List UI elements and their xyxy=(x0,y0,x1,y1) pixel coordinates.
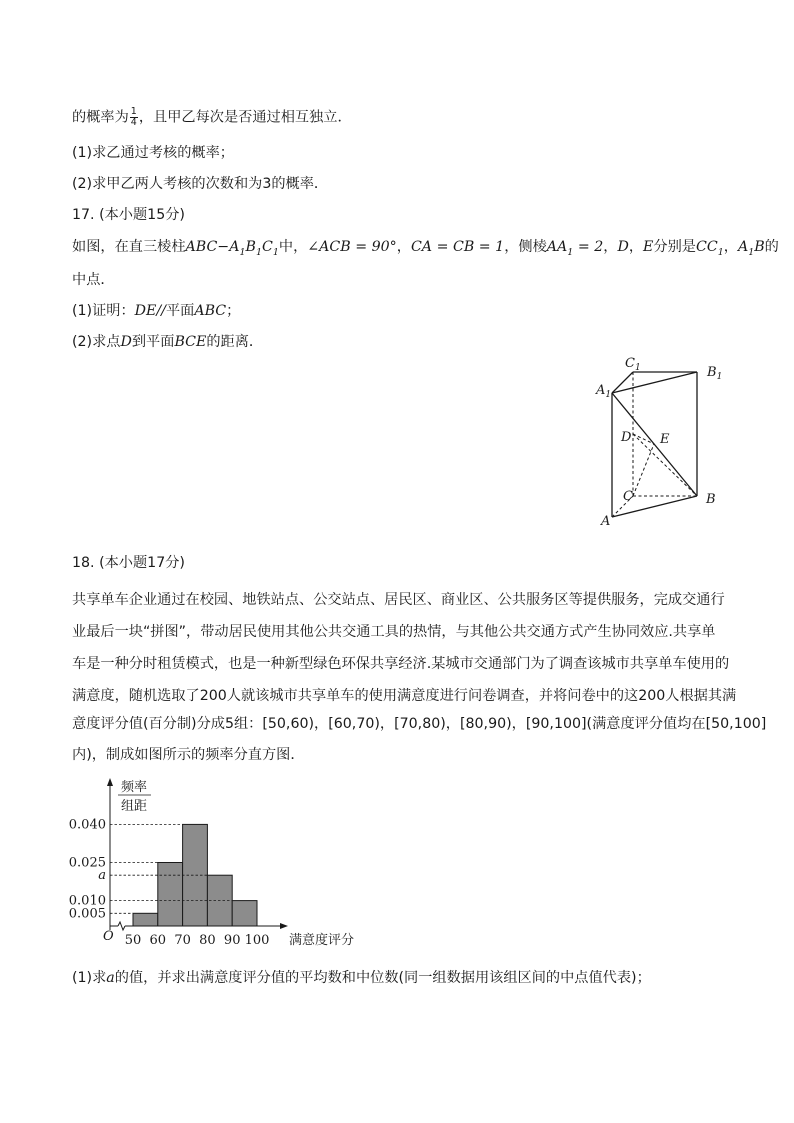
x-tick-label-100: 100 xyxy=(244,933,270,948)
q17-stem-b: 中， xyxy=(278,239,308,255)
q17-sub-aa1: 1 xyxy=(567,246,574,258)
q18-part1-text: 的值，并求出满意度评分值的平均数和中位数(同一组数据用该组区间的中点值代表)； xyxy=(114,970,651,986)
y-axis-label-numerator: 频率 xyxy=(120,780,148,795)
q17-part1-label: (1)证明： xyxy=(72,303,135,319)
q17-prism-name xyxy=(185,239,279,258)
x-axis-label: 满意度评分 xyxy=(289,933,355,948)
q17-part2-label: (2)求点 xyxy=(72,334,121,350)
histogram-bar-60-70 xyxy=(158,863,183,927)
q16-prefix: 的概率为 xyxy=(72,109,129,126)
q18-line-1: 共享单车企业通过在校园、地铁站点、公交站点、居民区、商业区、公共服务区等提供服务，完成交通行 xyxy=(72,592,725,608)
q17-part1-end: ； xyxy=(226,303,241,319)
q17-sub-a1: 1 xyxy=(239,246,246,258)
q17-part2 xyxy=(72,332,263,352)
q17-stem-c: ，侧棱 xyxy=(504,239,547,255)
q17-sep3: ， xyxy=(628,239,644,255)
x-tick-label-80: 80 xyxy=(199,933,216,948)
q17-sub-a1b: 1 xyxy=(748,246,755,258)
q17-part2-bce: BCE xyxy=(174,334,207,350)
q17-stem-line2: 中点． xyxy=(72,272,115,288)
q17-sep2: ， xyxy=(603,239,618,255)
x-tick-label-50: 50 xyxy=(124,933,142,948)
edge-de-hidden xyxy=(633,434,654,444)
x-tick-label-60: 60 xyxy=(149,933,167,948)
q17-aa-eq: = 2 xyxy=(573,239,604,255)
q17-part2-end: 的距离． xyxy=(206,334,264,350)
y-tick-label-1: 0.025 xyxy=(68,855,106,871)
q17-sub-c1: 1 xyxy=(272,246,279,258)
q17-prism-part-b: B xyxy=(245,239,256,255)
histogram-bar-50-60 xyxy=(133,913,158,926)
q17-part2-mid: 到平面 xyxy=(131,334,175,350)
q17-part1 xyxy=(72,301,240,321)
q16-part2: (2)求甲乙两人考核的次数和为3的概率． xyxy=(72,176,329,192)
x-axis-break xyxy=(118,922,125,930)
q18-part1 xyxy=(72,968,651,988)
q17-aa1 xyxy=(546,239,604,258)
x-axis-arrow xyxy=(280,923,288,929)
q18-part1-var: a xyxy=(106,970,115,986)
q17-part1-abc: ABC xyxy=(194,303,227,319)
q17-part1-plane-word: 平面 xyxy=(165,303,195,319)
edge-ce-hidden xyxy=(633,444,654,496)
y-tick-label-3: 0.010 xyxy=(68,893,106,909)
origin-label: O xyxy=(103,929,114,944)
q17-e: E xyxy=(643,239,654,255)
q17-aa-text: AA xyxy=(546,239,568,255)
q18-line-3: 车是一种分时租赁模式，也是一种新型绿色环保共享经济.某城市交通部门为了调查该城市共享单车使用的 xyxy=(72,656,730,672)
q17-header: 17. (本小题15分) xyxy=(72,207,185,223)
q17-stem-d: 分别是 xyxy=(653,239,696,255)
histogram-bar-70-80 xyxy=(183,824,208,926)
q17-part1-de: DE// xyxy=(134,303,166,319)
edge-a1b1 xyxy=(612,372,697,393)
q18-line-5: 意度评分值(百分制)分成5组：[50,60)，[60,70)，[70,80)，[80,90)，[90,100](满意度评分值均在[50,100] xyxy=(72,716,767,732)
label-b: B xyxy=(706,492,716,507)
q16-fraction-denominator: 4 xyxy=(130,117,137,128)
q18-line-4: 满意度，随机选取了200人就该城市共享单车的使用满意度进行问卷调查，并将问卷中的这200人根据其满 xyxy=(72,688,737,704)
q17-a1b-a: A xyxy=(737,239,749,255)
q17-ca-cb: CA = CB = 1 xyxy=(410,239,505,255)
q17-stem-line1 xyxy=(72,237,779,263)
q18-line-6: 内)，制成如图所示的频率分直方图． xyxy=(72,747,305,763)
label-a1: $A_1$ xyxy=(596,383,612,400)
q16-suffix: ，且甲乙每次是否通过相互独立． xyxy=(138,109,352,126)
x-tick-label-70: 70 xyxy=(174,933,191,948)
q17-prism-part-c: C xyxy=(261,239,273,255)
label-c1: $C_1$ xyxy=(625,356,641,373)
histogram-bar-90-100 xyxy=(232,901,257,926)
label-c: C xyxy=(623,489,633,504)
q17-sep1: ， xyxy=(396,239,411,255)
q17-cc1 xyxy=(695,239,724,258)
y-tick-label-2: a xyxy=(98,868,106,884)
y-axis-label-denominator: 组距 xyxy=(120,799,148,814)
q17-sep4: ， xyxy=(723,239,738,255)
q17-stem-a: 如图，在直三棱柱 xyxy=(72,239,186,255)
q17-sub-cc1: 1 xyxy=(717,246,724,258)
q17-d: D xyxy=(617,239,629,255)
q16-part1: (1)求乙通过考核的概率； xyxy=(72,145,234,161)
q17-sub-b1: 1 xyxy=(255,246,262,258)
q17-angle: ∠ACB = 90° xyxy=(307,239,397,255)
label-e: E xyxy=(660,432,670,447)
y-tick-label-0: 0.040 xyxy=(68,817,106,833)
y-axis-arrow xyxy=(107,778,113,786)
label-d: D xyxy=(621,430,632,445)
q17-a1b-b: B xyxy=(754,239,765,255)
q18-header: 18. (本小题17分) xyxy=(72,555,185,571)
q17-cc-text: CC xyxy=(695,239,718,255)
q17-part2-d: D xyxy=(120,334,132,350)
q16-probability-line xyxy=(72,107,352,128)
q18-line-2: 业最后一块“拼图”，带动居民使用其他公共交通工具的热情，与其他公共交通方式产生协同效应.共享单 xyxy=(72,624,716,640)
label-a: A xyxy=(601,514,611,529)
x-tick-label-90: 90 xyxy=(223,933,241,948)
q16-fraction xyxy=(130,107,138,128)
y-tick-label-4: 0.005 xyxy=(68,906,106,922)
q16-fraction-numerator: 1 xyxy=(130,106,137,117)
frequency-histogram xyxy=(66,772,366,952)
label-b1: $B_1$ xyxy=(707,365,723,382)
q18-part1-label: (1)求 xyxy=(72,970,107,986)
q17-prism-part-a: ABC−A xyxy=(185,239,240,255)
prism-figure xyxy=(590,350,730,530)
q17-stem-e: 的 xyxy=(764,239,779,255)
q17-a1b xyxy=(737,239,765,258)
